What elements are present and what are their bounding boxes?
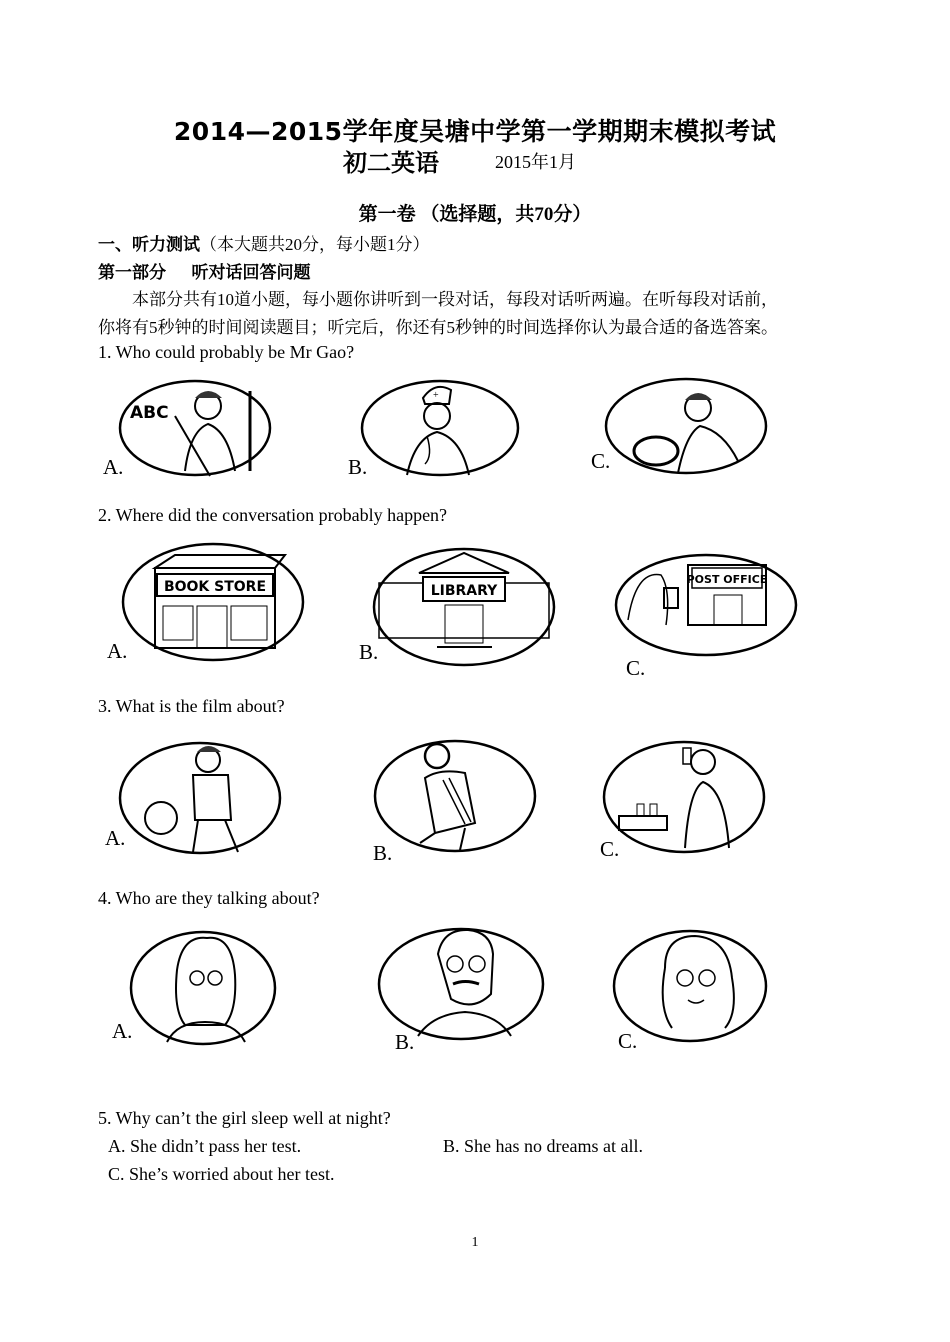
q3-option-a-basketball-picture	[103, 740, 288, 860]
q1-label-b: B.	[348, 455, 368, 479]
q2-label-c: C.	[626, 656, 646, 680]
q4-label-b: B.	[395, 1030, 415, 1054]
q3-option-b-space-picture	[365, 738, 545, 863]
q1-label-c: C.	[591, 449, 611, 473]
exam-title: 2014—2015学年度吴塘中学第一学期期末模拟考试	[173, 117, 777, 146]
svg-text:+: +	[433, 390, 439, 401]
q1-sign-text: ABC	[130, 403, 169, 423]
q2-option-a-bookstore-picture	[105, 540, 310, 670]
q2-option-b-library-picture	[357, 545, 567, 675]
q1-label-a: A.	[103, 455, 124, 479]
q2-label-a: A.	[107, 639, 128, 663]
question-4: 4. Who are they talking about?	[98, 888, 320, 908]
q3-label-a: A.	[105, 826, 126, 850]
question-1: 1. Who could probably be Mr Gao?	[98, 342, 355, 362]
instructions-line-1: 本部分共有10道小题，每小题你讲听到一段对话，每段对话听两遍。在听每段对话前，	[132, 290, 778, 309]
instructions-line-2: 你将有5秒钟的时间阅读题目；听完后，你还有5秒钟的时间选择你认为最合适的备选答案。	[98, 318, 778, 337]
question-5: 5. Why can’t the girl sleep well at night?	[98, 1108, 391, 1128]
q2-sign-bookstore: BOOK STORE	[163, 579, 267, 595]
section-label: 一、听力测试	[98, 235, 200, 254]
q2-label-b: B.	[359, 640, 379, 664]
part-heading: 第一卷 （选择题，共70分）	[358, 204, 592, 225]
q2-sign-post-office: POST OFFICE	[686, 573, 768, 586]
q4-option-a-girl-picture	[107, 930, 282, 1050]
q5-option-c: C. She’s worried about her test.	[108, 1164, 335, 1184]
q1-option-c-driver-picture	[588, 376, 773, 486]
q1-option-a-teacher-picture	[100, 376, 280, 486]
q4-option-b-man-picture	[373, 924, 553, 1054]
q4-label-a: A.	[112, 1019, 133, 1043]
subject-title: 初二英语	[343, 149, 439, 177]
question-3: 3. What is the film about?	[98, 696, 285, 716]
q1-option-b-nurse-picture	[345, 376, 525, 486]
question-2: 2. Where did the conversation probably happen?	[98, 505, 448, 525]
subsection-heading: 第一部分 听对话回答问题	[98, 263, 311, 282]
q3-option-c-scientist-picture	[597, 740, 777, 865]
q2-sign-library: LIBRARY	[430, 583, 498, 599]
page-number: 1	[471, 1235, 479, 1250]
exam-date: 2015年1月	[495, 152, 576, 172]
q3-label-b: B.	[373, 841, 393, 865]
q2-option-c-post-office-picture	[616, 550, 806, 680]
section-heading	[98, 230, 430, 255]
q3-label-c: C.	[600, 837, 620, 861]
section-note: （本大题共20分，每小题1分）	[200, 235, 430, 254]
q4-label-c: C.	[618, 1029, 638, 1053]
q5-option-a: A. She didn’t pass her test.	[108, 1136, 302, 1156]
q4-option-c-woman-picture	[610, 928, 790, 1053]
q5-option-b: B. She has no dreams at all.	[443, 1136, 643, 1156]
